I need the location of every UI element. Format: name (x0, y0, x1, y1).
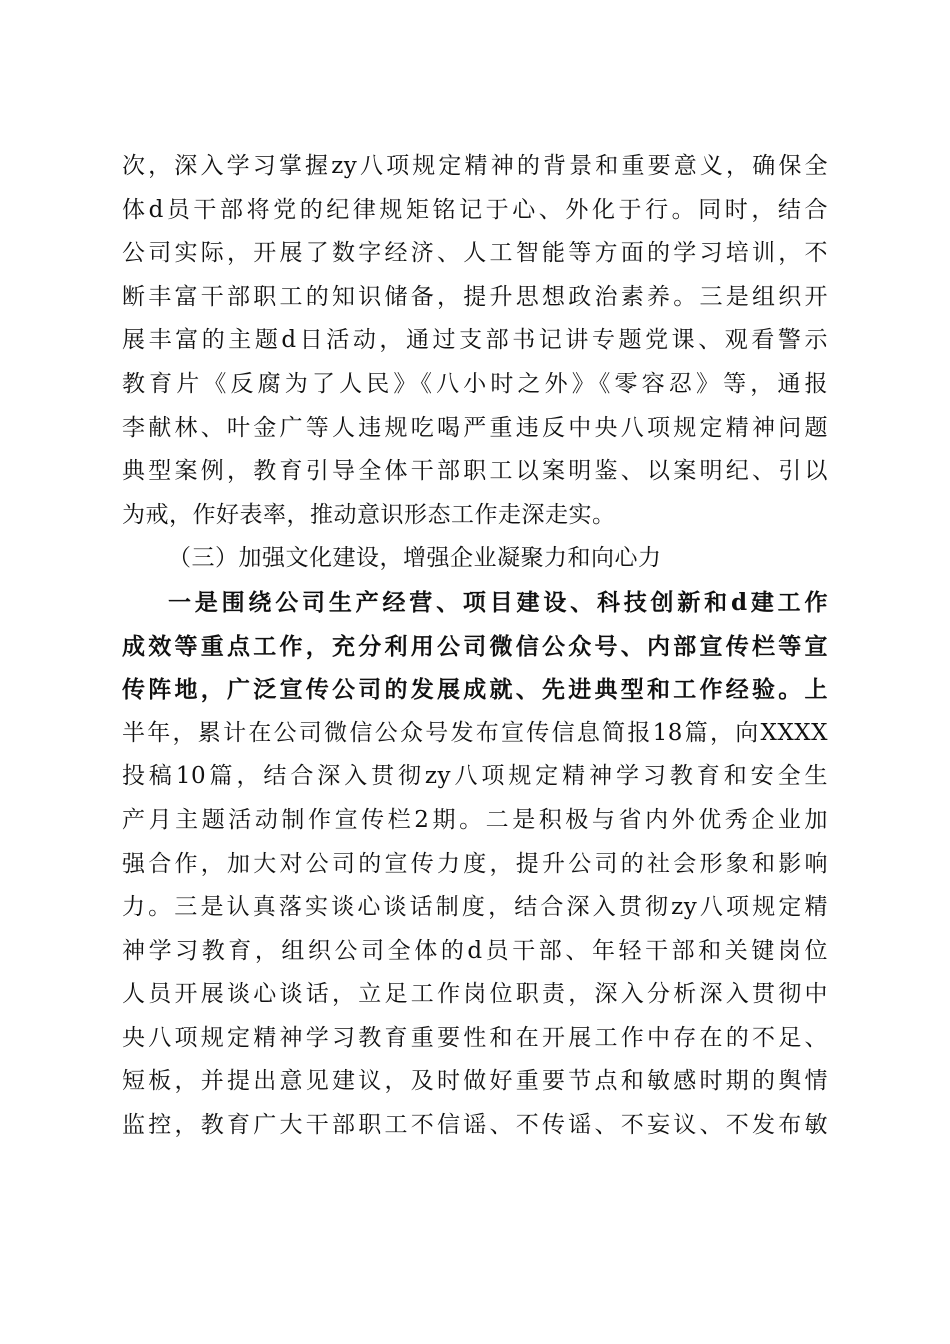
text-line: 教育片《反腐为了人民》《八小时之外》《零容忍》等，通报 (122, 370, 828, 397)
text-line: 体d员干部将党的纪律规矩铭记于心、外化于行。同时，结合 (122, 196, 828, 223)
paragraph-culture (122, 581, 828, 1148)
section-heading: （三）加强文化建设，增强企业凝聚力和向心力 (168, 545, 662, 572)
text-line: 展丰富的主题d日活动，通过支部书记讲专题党课、观看警示 (122, 327, 828, 354)
text-line: 公司实际，开展了数字经济、人工智能等方面的学习培训，不 (122, 240, 828, 267)
text-line: 力。三是认真落实谈心谈话制度，结合深入贯彻zy八项规定精 (122, 894, 828, 921)
text-line: 监控，教育广大干部职工不信谣、不传谣、不妄议、不发布敏 (122, 1112, 828, 1139)
text-line: 神学习教育，组织公司全体的d员干部、年轻干部和关键岗位 (122, 937, 828, 964)
text-line: 强合作，加大对公司的宣传力度，提升公司的社会形象和影响 (122, 850, 828, 877)
document-body (122, 145, 828, 1148)
text-line: 半年，累计在公司微信公众号发布宣传信息简报18篇，向XXXX (122, 719, 828, 746)
bold-text-line: 一是围绕公司生产经营、项目建设、科技创新和d建工作 (168, 588, 828, 616)
bold-text-line: 成效等重点工作，充分利用公司微信公众号、内部宣传栏等宣 (122, 632, 828, 660)
paragraph-education (122, 145, 828, 537)
text-line: 断丰富干部职工的知识储备，提升思想政治素养。三是组织开 (122, 283, 828, 310)
text-line: 次，深入学习掌握zy八项规定精神的背景和重要意义，确保全 (122, 153, 828, 179)
text-line: 李献林、叶金广等人违规吃喝严重违反中央八项规定精神问题 (122, 414, 828, 441)
text-line: 人员开展谈心谈话，立足工作岗位职责，深入分析深入贯彻中 (122, 981, 828, 1008)
text-line: 为戒，作好表率，推动意识形态工作走深走实。 (122, 501, 616, 528)
text-line: 短板，并提出意见建议，及时做好重要节点和敏感时期的舆情 (122, 1068, 828, 1095)
text-line: 央八项规定精神学习教育重要性和在开展工作中存在的不足、 (122, 1024, 828, 1051)
text-line: 投稿10篇，结合深入贯彻zy八项规定精神学习教育和安全生 (122, 763, 828, 790)
text-line: 产月主题活动制作宣传栏2期。二是积极与省内外优秀企业加 (122, 806, 828, 833)
bold-text-line: 传阵地，广泛宣传公司的发展成就、先进典型和工作经验。上 (122, 676, 828, 704)
text-line: 典型案例，教育引导全体干部职工以案明鉴、以案明纪、引以 (122, 458, 828, 485)
